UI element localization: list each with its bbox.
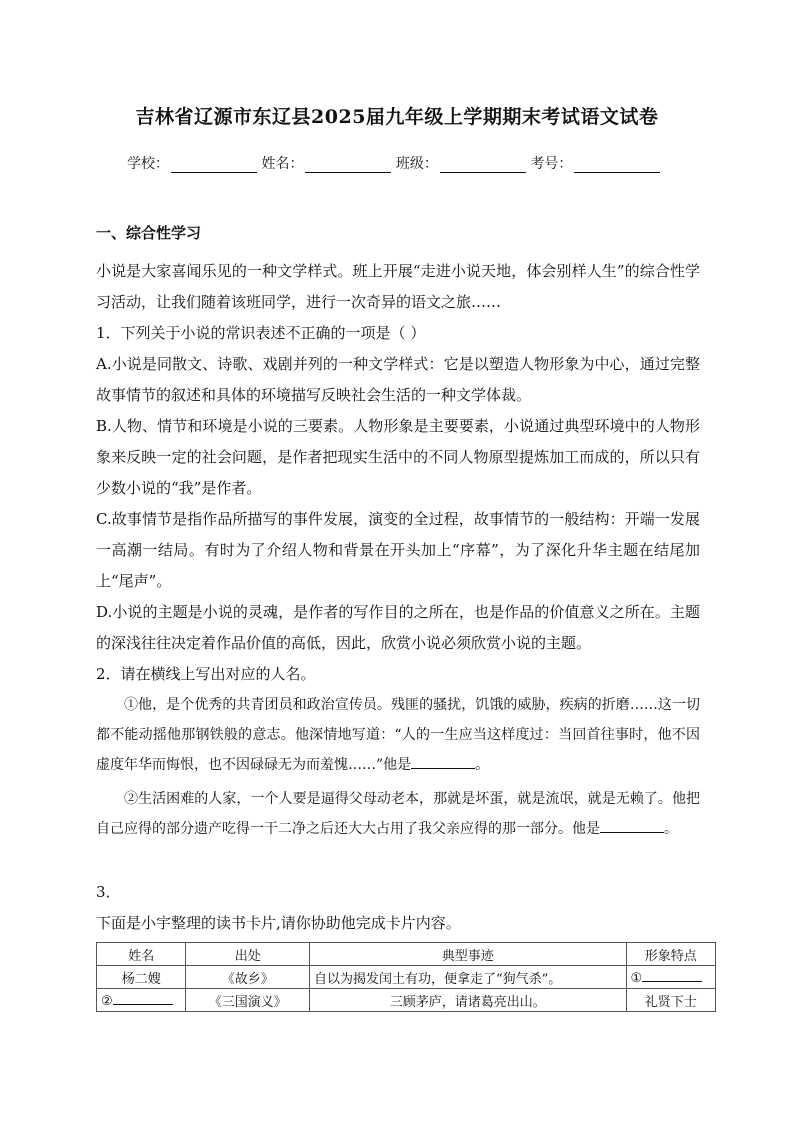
q2-passage-1 xyxy=(96,690,700,780)
row1-traits-marker: ① xyxy=(630,970,643,986)
exam-no-blank[interactable] xyxy=(574,158,660,173)
row2-name-blank[interactable] xyxy=(113,992,173,1005)
q2-passage-2-text: ②生活困难的人家，一个人要是逼得父母动老本，那就是坏蛋，就是流氓，就是无赖了。他把自己应得的部分遗产吃得一干二净之后还大大占用了我父亲应得的那一部分。他是 xyxy=(96,791,700,837)
row1-deeds: 自以为揭发闰土有功，便拿走了“狗气杀”。 xyxy=(310,966,627,989)
q2-answer-1-blank[interactable] xyxy=(411,754,475,769)
name-blank[interactable] xyxy=(305,158,391,173)
header-traits: 形象特点 xyxy=(626,943,715,966)
row2-traits: 礼贤下士 xyxy=(626,989,715,1012)
q2-passage-1-end: 。 xyxy=(475,757,490,773)
q2-passage-2 xyxy=(96,784,700,844)
row1-source: 《故乡》 xyxy=(186,966,310,989)
q2-answer-2-blank[interactable] xyxy=(600,818,664,833)
reading-card-table xyxy=(96,942,716,1012)
table-row xyxy=(97,966,716,989)
row1-name: 杨二嫂 xyxy=(97,966,186,989)
q1-option-d[interactable]: D.小说的主题是小说的灵魂，是作者的写作目的之所在，也是作品的价值意义之所在。主题的深浅往往决定着作品价值的高低，因此，欣赏小说必须欣赏小说的主题。 xyxy=(96,603,700,652)
header-name: 姓名 xyxy=(97,943,186,966)
exam-no-label: 考号： xyxy=(530,156,573,172)
school-label: 学校： xyxy=(127,156,169,172)
q1-option-b[interactable]: B.人物、情节和环境是小说的三要素。人物形象是主要要素，小说通过典型环境中的人物形象来反映一定的社会问题，是作者把现实生活中的不同人物原型提炼加工而成的，所以只有少数小说的“我”是作者。 xyxy=(96,417,700,497)
row2-name-cell[interactable] xyxy=(97,989,186,1012)
header-source: 出处 xyxy=(186,943,310,966)
q2-passage-2-end: 。 xyxy=(664,821,678,837)
class-blank[interactable] xyxy=(440,158,526,173)
section-heading: 一、综合性学习 xyxy=(96,224,202,242)
student-info-row xyxy=(127,153,687,175)
row2-deeds: 三顾茅庐，请诸葛亮出山。 xyxy=(310,989,627,1012)
q2-stem: 2．请在横线上写出对应的人名。 xyxy=(96,665,316,683)
school-blank[interactable] xyxy=(171,158,257,173)
class-label: 班级： xyxy=(395,156,438,172)
row2-source: 《三国演义》 xyxy=(186,989,310,1012)
row1-traits-cell[interactable] xyxy=(626,966,715,989)
q1-option-a[interactable]: A.小说是同散文、诗歌、戏剧并列的一种文学样式：它是以塑造人物形象为中心，通过完整故事情节的叙述和具体的环境描写反映社会生活的一种文学体裁。 xyxy=(96,355,700,404)
exam-title: 吉林省辽源市东辽县2025届九年级上学期期末考试语文试卷 xyxy=(135,106,659,128)
q2-passage-1-text: ①他，是个优秀的共青团员和政治宣传员。残匪的骚扰，饥饿的威胁，疾病的折磨……这一切都不能动摇他那钢铁般的意志。他深情地写道：“人的一生应当这样度过：当回首往事时，他不因虚度年华而悔恨，也不因碌碌无为而羞愧……”他是 xyxy=(96,697,700,773)
name-label: 姓名： xyxy=(261,156,304,172)
table-header-row xyxy=(97,943,716,966)
header-deeds: 典型事迹 xyxy=(310,943,627,966)
row2-name-marker: ② xyxy=(101,993,113,1009)
table-row xyxy=(97,989,716,1012)
row1-traits-blank[interactable] xyxy=(642,969,702,982)
q3-number: 3． xyxy=(96,883,121,901)
intro-paragraph: 小说是大家喜闻乐见的一种文学样式。班上开展“走进小说天地，体会别样人生”的综合性学习活动，让我们随着该班同学，进行一次奇异的语文之旅…… xyxy=(96,262,700,311)
q3-stem: 下面是小宇整理的读书卡片,请你协助他完成卡片内容。 xyxy=(96,914,461,932)
q1-option-c[interactable]: C.故事情节是指作品所描写的事件发展，演变的全过程，故事情节的一般结构：开端一发展一高潮一结局。有时为了介绍人物和背景在开头加上“序幕”，为了深化升华主题在结尾加上“尾声”。 xyxy=(96,510,700,590)
q1-stem: 1．下列关于小说的常识表述不正确的一项是（ ） xyxy=(96,324,426,342)
